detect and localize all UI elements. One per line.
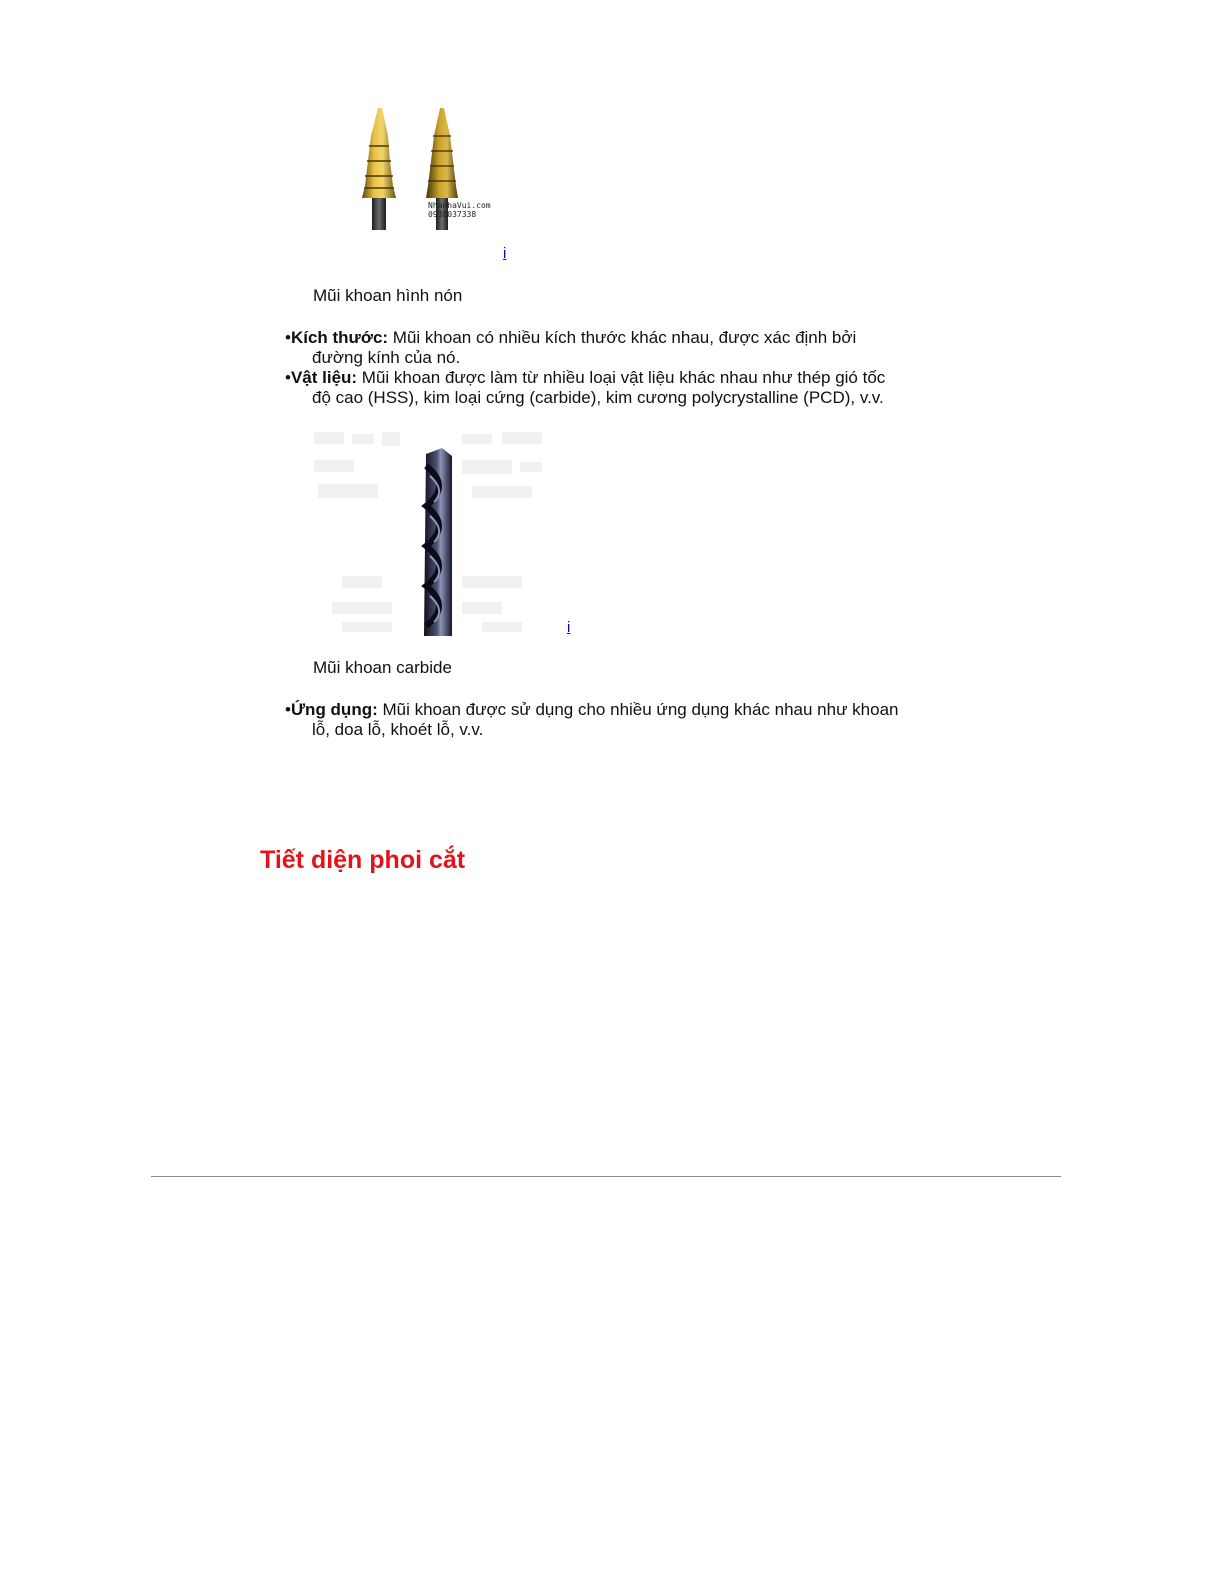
bullet-text: Mũi khoan được sử dụng cho nhiều ứng dụng khác nhau như khoan: [377, 700, 899, 719]
bullet-term: Vật liệu:: [290, 368, 358, 387]
bullet-marker: •: [285, 700, 291, 719]
watermark-phone: 0938037338: [428, 210, 477, 219]
watermark-site: NhanhaVui.com: [428, 201, 491, 210]
info-link-icon[interactable]: i: [503, 245, 507, 262]
bullet-text-continued: đường kính của nó.: [312, 348, 461, 367]
step-drill-caption: Mũi khoan hình nón: [313, 286, 463, 305]
info-link-icon[interactable]: i: [567, 619, 571, 636]
bullet-text-continued: lỗ, doa lỗ, khoét lỗ, v.v.: [312, 720, 484, 739]
bullet-text: Mũi khoan được làm từ nhiều loại vật liệu khác nhau như thép gió tốc: [357, 368, 886, 387]
bullet-text: Mũi khoan có nhiều kích thước khác nhau, được xác định bởi: [388, 328, 857, 347]
section-heading: Tiết diện phoi cắt: [260, 846, 466, 874]
bullet-term: Kích thước:: [290, 328, 389, 347]
bullet-term: Ứng dụng:: [290, 700, 378, 719]
carbide-drill-caption: Mũi khoan carbide: [313, 658, 452, 677]
carbide-drill-image: [312, 426, 572, 636]
bullet-marker: •: [285, 368, 291, 387]
bullet-size: [285, 328, 945, 368]
bullet-material: [285, 368, 945, 408]
horizontal-divider: [151, 1176, 1061, 1177]
bullet-application: [285, 700, 945, 740]
step-drill-image: [356, 106, 496, 244]
bullet-text-continued: độ cao (HSS), kim loại cứng (carbide), kim cương polycrystalline (PCD), v.v.: [312, 388, 884, 407]
bullet-marker: •: [285, 328, 291, 347]
